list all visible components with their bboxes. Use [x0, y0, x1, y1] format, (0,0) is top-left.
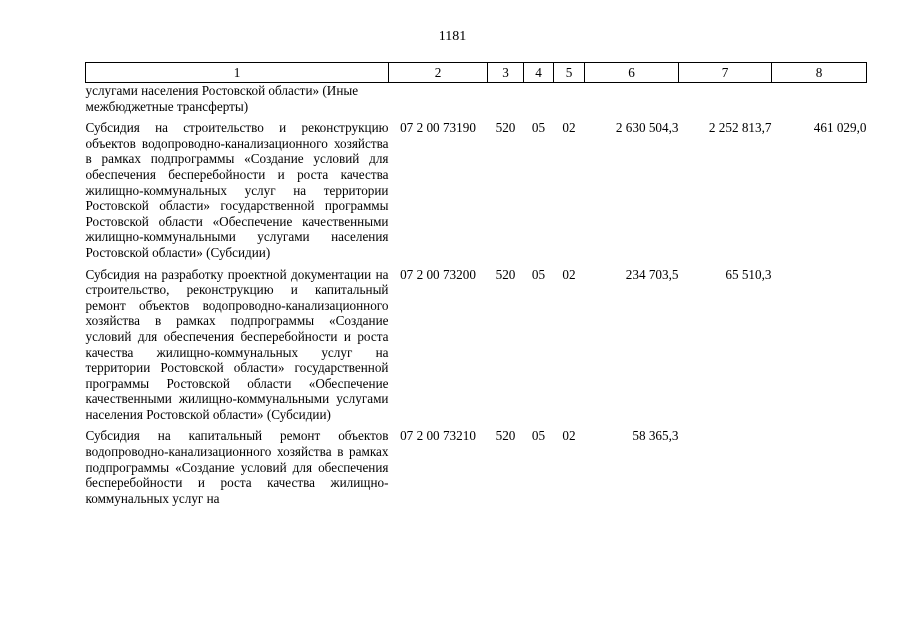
- table-row: [86, 120, 867, 260]
- table-row: [86, 267, 867, 423]
- row-code: 07 2 00 73210: [400, 428, 476, 444]
- row-c7: [679, 83, 772, 115]
- row-c3: 520: [495, 428, 516, 444]
- column-header: 2: [389, 63, 488, 83]
- row-c3: 520: [495, 120, 516, 136]
- row-code: [389, 83, 488, 115]
- row-description: Субсидия на капитальный ремонт объектов водопроводно-канализационного хозяйства в рамках подпрограммы «Создание условий для обеспечения бесперебойности и роста качества жилищно-коммунальных услуг на: [85, 428, 389, 506]
- row-c8: [772, 83, 867, 115]
- row-c4: 05: [531, 266, 546, 282]
- column-header: 8: [772, 63, 867, 83]
- table-row: [86, 83, 867, 115]
- row-description: Субсидия на разработку проектной документации на строительство, реконструкцию и капитальный ремонт объектов водопроводно-канализационного хозяйства в рамках подпрограммы «Создание условий для обеспечения бесперебойности и роста качества жилищно-коммунальных услуг на территории Ростовской области» государственной программы Ростовской области «Обеспечение качественными жилищно-коммунальными услугами населения Ростовской области» (Субсидии): [85, 266, 389, 422]
- row-description: Субсидия на строительство и реконструкцию объектов водопроводно-канализационного хозяйства в рамках подпрограммы «Создание условий для обеспечения бесперебойности и роста качества жилищно-коммунальных услуг на территории Ростовской области» государственной программы Ростовской области «Обеспечение качественными жилищно-коммунальными услугами населения Ростовской области» (Субсидии): [85, 120, 389, 260]
- row-c3: 520: [495, 266, 516, 282]
- row-c7: 2 252 813,7: [708, 120, 772, 136]
- budget-table: [85, 62, 867, 506]
- column-header: 6: [585, 63, 679, 83]
- row-code: 07 2 00 73200: [400, 266, 476, 282]
- row-c8: [772, 267, 867, 423]
- row-c6: [585, 83, 679, 115]
- row-c5: 02: [562, 120, 576, 136]
- row-c6: 2 630 504,3: [615, 120, 679, 136]
- column-header: 1: [86, 63, 389, 83]
- table-header-row: [86, 63, 867, 83]
- row-c7: 65 510,3: [725, 266, 772, 282]
- row-c8: 461 029,0: [813, 120, 867, 136]
- row-description: услугами населения Ростовской области» (Иные межбюджетные трансферты): [85, 83, 359, 114]
- row-c4: [524, 83, 554, 115]
- row-c4: 05: [531, 428, 546, 444]
- column-header: 4: [524, 63, 554, 83]
- row-c5: [554, 83, 585, 115]
- column-header: 5: [554, 63, 585, 83]
- column-header: 3: [488, 63, 524, 83]
- column-header: 7: [679, 63, 772, 83]
- row-c6: 58 365,3: [632, 428, 679, 444]
- row-c7: [679, 428, 772, 506]
- row-c8: [772, 428, 867, 506]
- page-number: 1181: [438, 29, 467, 44]
- row-c4: 05: [531, 120, 546, 136]
- row-c5: 02: [562, 266, 576, 282]
- row-c5: 02: [562, 428, 576, 444]
- row-code: 07 2 00 73190: [400, 120, 476, 136]
- row-c3: [488, 83, 524, 115]
- table-row: [86, 428, 867, 506]
- row-c6: 234 703,5: [625, 266, 679, 282]
